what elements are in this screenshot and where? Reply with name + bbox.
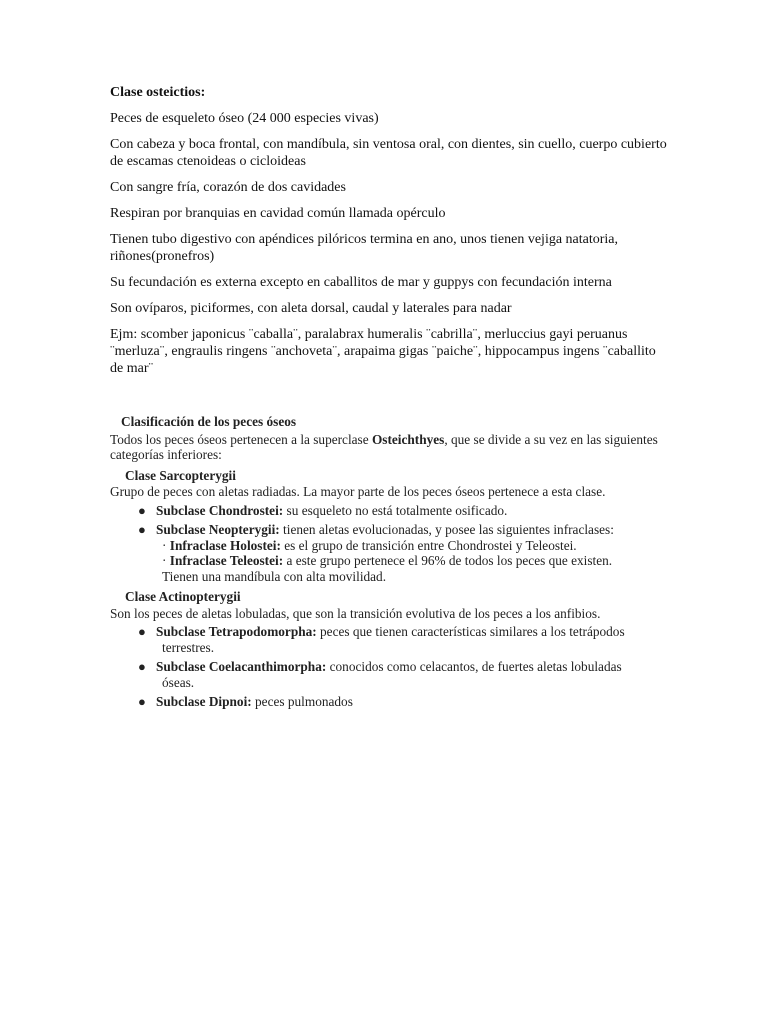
class-title: Clase Sarcopterygii <box>125 467 236 483</box>
bullet-icon: ● <box>138 522 146 537</box>
subclass-text: tienen aletas evolucionadas, y posee las siguientes infraclases: <box>279 522 614 537</box>
infraclass-text: a este grupo pertenece el 96% de todos los peces que existen. <box>283 553 613 568</box>
bullet-icon: ● <box>138 694 146 709</box>
paragraph: Peces de esqueleto óseo (24 000 especies vivas) <box>110 111 379 126</box>
paragraph: Respiran por branquias en cavidad común llamada opérculo <box>110 206 446 221</box>
clasificacion-section <box>110 414 670 714</box>
class-title: Clase Actinopterygii <box>125 589 241 604</box>
paragraph: Su fecundación es externa excepto en caballitos de mar y guppys con fecundación interna <box>110 275 612 290</box>
class-description: Grupo de peces con aletas radiadas. La mayor parte de los peces óseos pertenece a esta clase. <box>110 484 606 499</box>
subclass-name: Subclase Neopterygii: <box>156 522 280 537</box>
list-item <box>110 503 670 519</box>
list-item <box>110 694 670 710</box>
infraclass-text: es el grupo de transición entre Chondrostei y Teleostei. <box>280 537 577 553</box>
bullet-icon: ● <box>138 659 146 674</box>
osteictios-section <box>110 84 670 386</box>
class-description: Son los peces de aletas lobuladas, que son la transición evolutiva de los peces a los anfibios. <box>110 605 601 621</box>
subclass-continuation: terrestres. <box>162 639 215 655</box>
subclass-text: su esqueleto no está totalmente osificado. <box>283 502 508 518</box>
subclass-name: Subclase Tetrapodomorpha: <box>156 624 317 639</box>
infraclass-line <box>156 553 670 569</box>
infraclass-name: Infraclase Holostei: <box>169 537 281 553</box>
superclass-name: Osteichthyes <box>371 431 445 447</box>
bullet-icon: ● <box>138 502 146 518</box>
intro-text: Todos los peces óseos pertenecen a la superclase <box>110 431 372 447</box>
intro-paragraph <box>110 432 670 463</box>
subclass-text: peces que tienen características similares a los tetrápodos <box>316 624 625 639</box>
subclass-name: Subclase Dipnoi: <box>156 694 252 709</box>
subclass-name: Subclase Chondrostei: <box>156 502 284 518</box>
infraclass-marker: · <box>162 537 170 553</box>
infraclass-name: Infraclase Teleostei: <box>169 553 284 568</box>
subclass-list <box>110 624 670 710</box>
subclass-name: Subclase Coelacanthimorpha: <box>156 659 327 674</box>
list-item <box>110 624 670 655</box>
subclass-text: peces pulmonados <box>251 694 353 709</box>
paragraph: Con sangre fría, corazón de dos cavidades <box>110 180 346 195</box>
infraclass-marker: · <box>162 553 170 568</box>
list-item <box>110 522 670 584</box>
paragraph: Con cabeza y boca frontal, con mandíbula, sin ventosa oral, con dientes, sin cuello, cuerpo cubierto de escamas ctenoideas o cicloideas <box>110 137 667 169</box>
subclass-text: conocidos como celacantos, de fuertes aletas lobuladas <box>326 659 622 674</box>
infraclass-line <box>156 538 670 554</box>
infraclass-continuation: Tienen una mandíbula con alta movilidad. <box>162 568 387 584</box>
paragraph: Ejm: scomber japonicus ¨caballa¨, paralabrax humeralis ¨cabrilla¨, merluccius gayi peruanus ¨merluza¨, engraulis ringens ¨anchoveta¨, arapaima gigas ¨paiche¨, hippocampus ingens ¨caballito de mar¨ <box>110 327 656 376</box>
paragraph: Tienen tubo digestivo con apéndices pilóricos termina en ano, unos tienen vejiga natatoria, riñones(pronefros) <box>110 232 619 264</box>
section-title: Clasificación de los peces óseos <box>121 414 297 429</box>
section-heading: Clase osteictios: <box>110 85 206 100</box>
bullet-icon: ● <box>138 624 146 639</box>
paragraph: Son ovíparos, piciformes, con aleta dorsal, caudal y laterales para nadar <box>110 301 512 316</box>
list-item <box>110 659 670 690</box>
subclass-continuation: óseas. <box>162 674 195 690</box>
subclass-list <box>110 503 670 585</box>
intro-text: , que se divide a su vez en las siguientes categorías inferiores: <box>110 431 658 462</box>
